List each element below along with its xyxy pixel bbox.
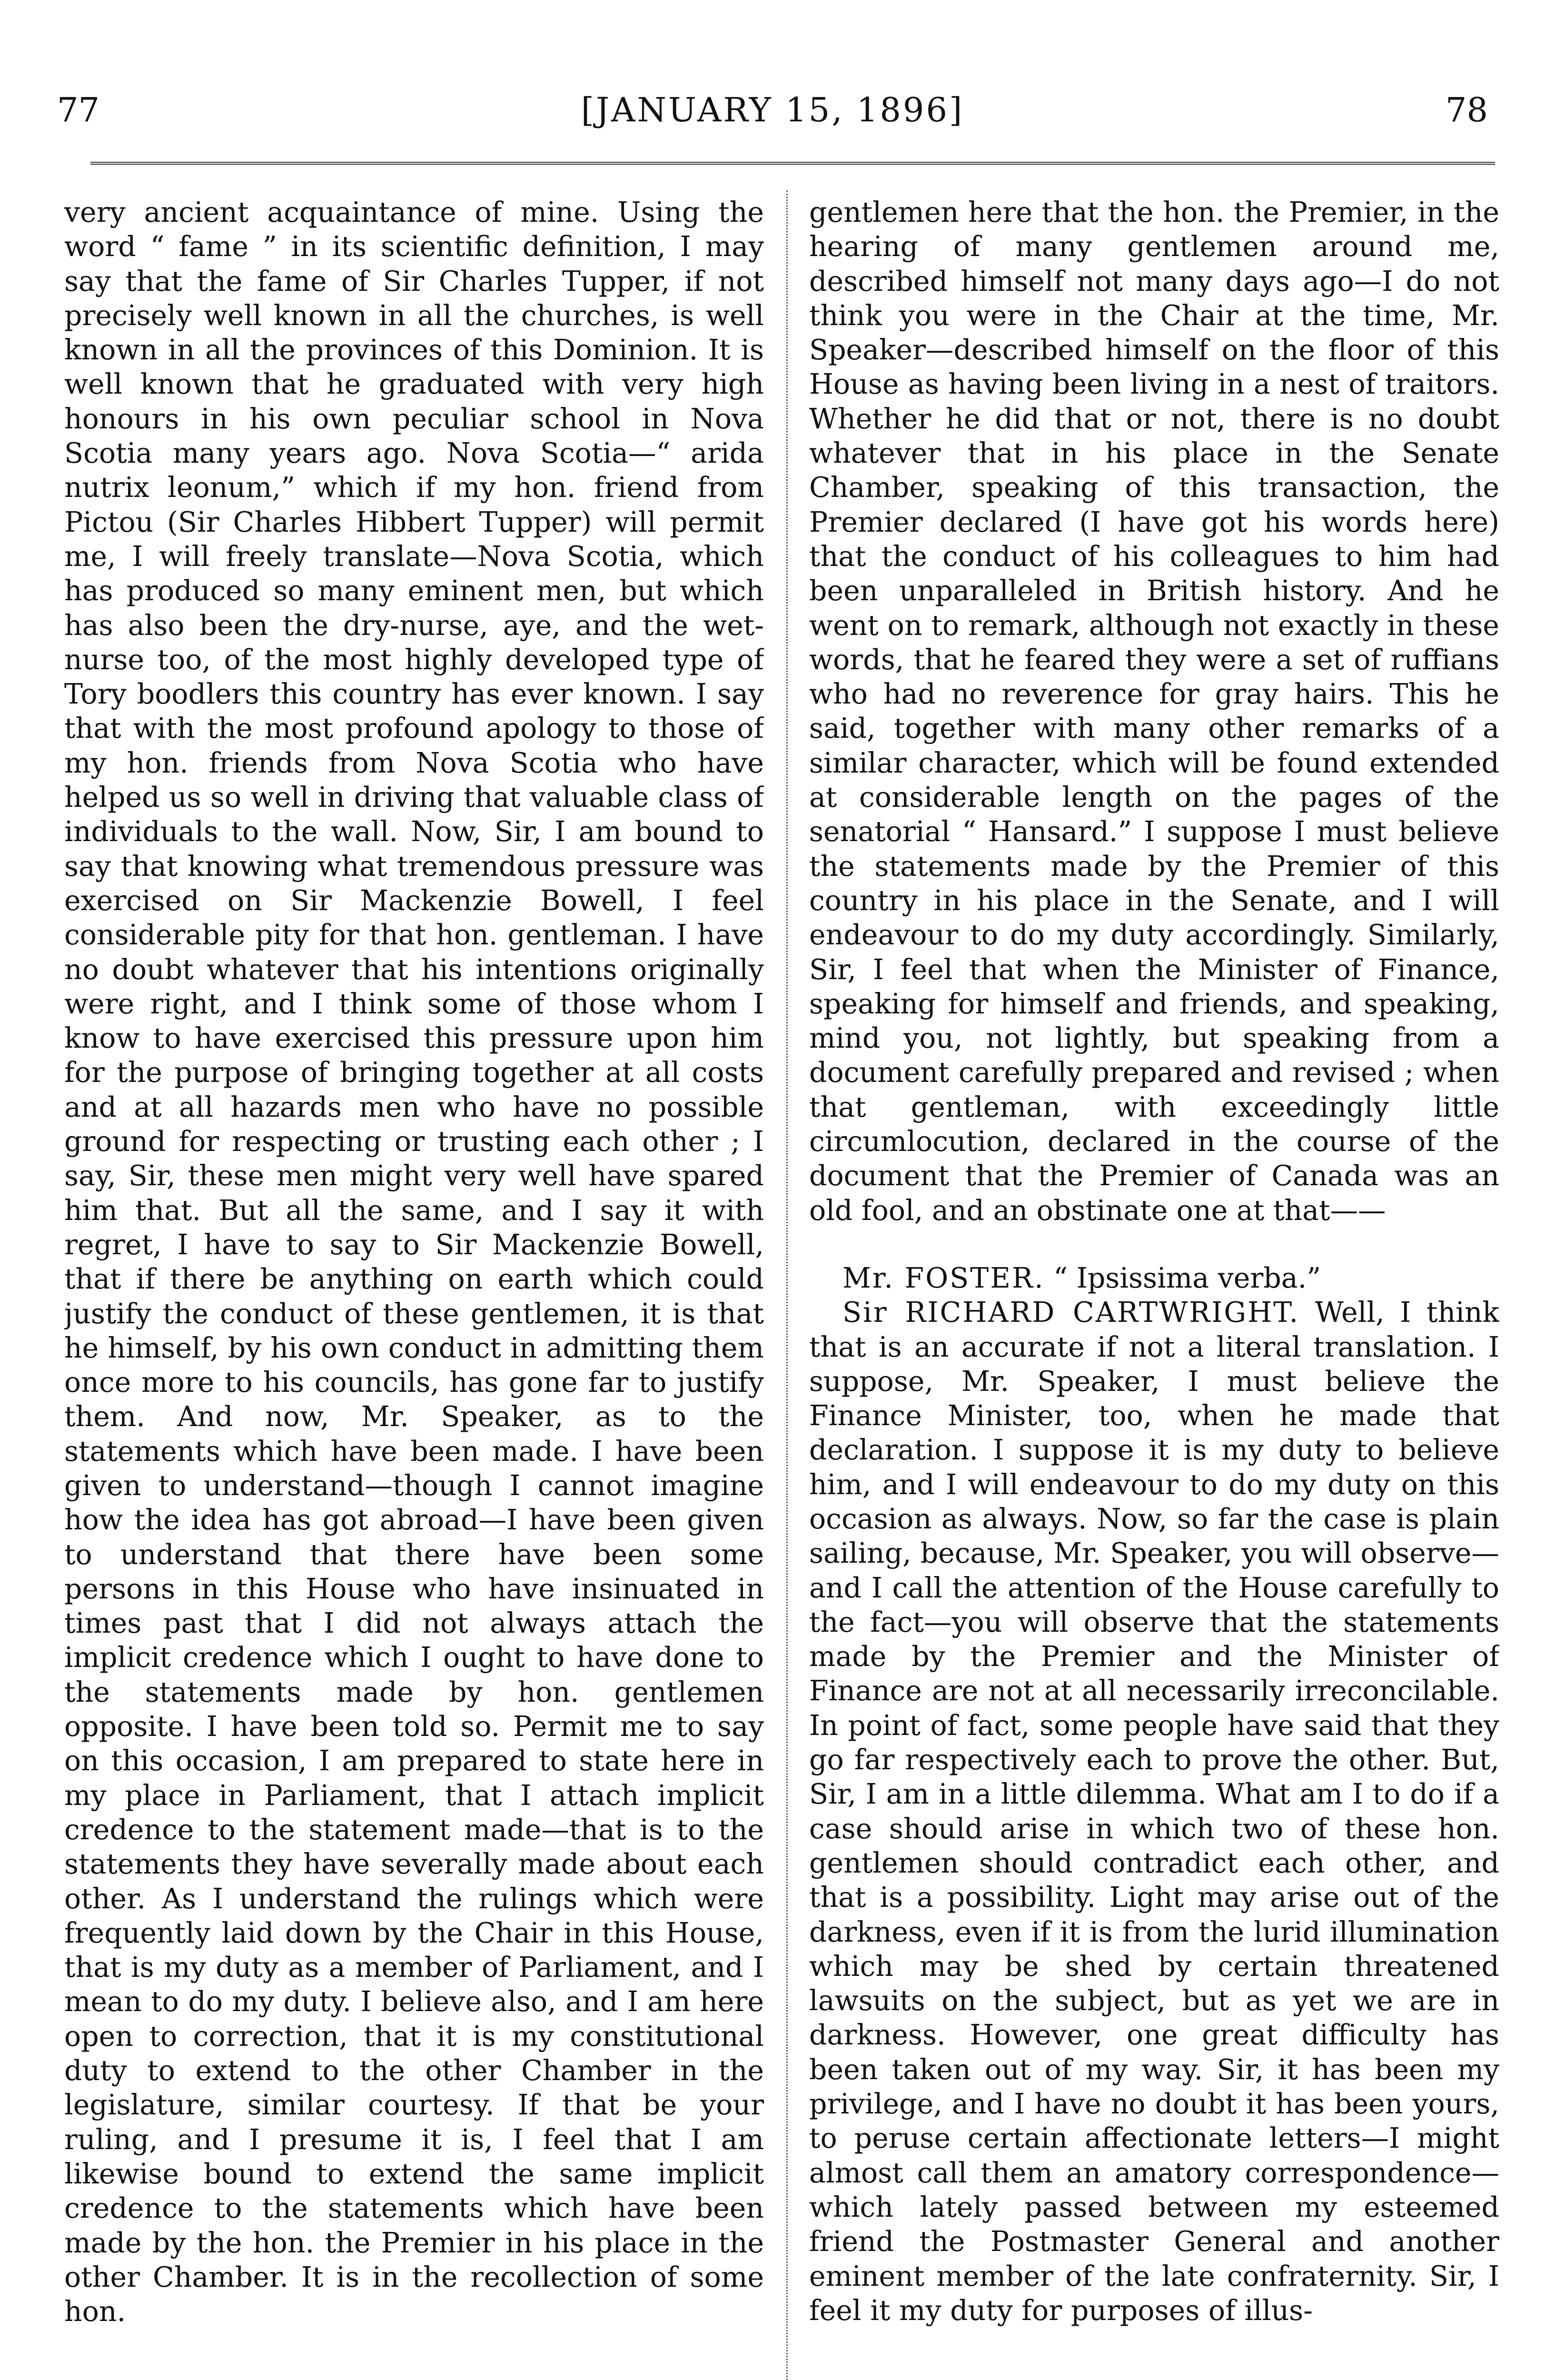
page-number-right: 78 xyxy=(1445,90,1488,129)
left-column-text: very ancient acquaintance of mine. Using the word “ fame ” in its scientific definition, I may say that the fame of Sir Charles Tupper, if not precisely well known in all the churches, is well known in all the provinces of this Dominion. It is well known that he graduated with very high honours in his own peculiar school in Nova Scotia many years ago. Nova Scotia—“ arida nutrix leonum,” which if my hon. friend from Pictou (Sir Charles Hibbert Tupper) will permit me, I will freely translate—Nova Scotia, which has produced so many eminent men, but which has also been the dry-nurse, aye, and the wet-nurse too, of the most highly developed type of Tory boodlers this country has ever known. I say that with the most profound apology to those of my hon. friends from Nova Scotia who have helped us so well in driving that valuable class of individuals to the wall. Now, Sir, I am bound to say that knowing what tremendous pressure was exercised on Sir Mackenzie Bowell, I feel considerable pity for that hon. gentleman. I have no doubt whatever that his intentions originally were right, and I think some of those whom I know to have exercised this pressure upon him for the purpose of bringing together at all costs and at all hazards men who have no possible ground for respecting or trusting each other ; I say, Sir, these men might very well have spared him that. But all the same, and I say it with regret, I have to say to Sir Mackenzie Bowell, that if there be anything on earth which could justify the conduct of these gentlemen, it is that he himself, by his own conduct in admitting them once more to his councils, has gone far to justify them. And now, Mr. Speaker, as to the statements which have been made. I have been given to understand—though I cannot imagine how the idea has got abroad—I have been given to understand that there have been some persons in this House who have insinuated in times past that I did not always attach the implicit credence which I ought to have done to the statements made by hon. gentlemen opposite. I have been told so. Permit me to say on this occasion, I am prepared to state here in my place in Parliament, that I attach implicit credence to the statement made—that is to the statements they have severally made about each other. As I understand the rulings which were frequently laid down by the Chair in this House, that is my duty as a member of Parliament, and I mean to do my duty. I believe also, and I am here open to correction, that it is my constitutional duty to extend to the other Chamber in the legislature, similar courtesy. If that be your ruling, and I presume it is, I feel that I am likewise bound to extend the same implicit credence to the statements which have been made by the hon. the Premier in his place in the other Chamber. It is in the recollection of some hon. xyxy=(64,196,764,2328)
foster-interjection xyxy=(809,1261,1499,1295)
speaker-foster: Mr. FOSTER. xyxy=(842,1261,1045,1294)
left-column xyxy=(64,195,764,2375)
cartwright-text: Well, I think that is an accurate if not a literal translation. I suppose, Mr. Speaker, I must believe the Finance Minister, too, when he made that declaration. I suppose it is my duty to believe him, and I will endeavour to do my duty on this occasion as always. Now, so far the case is plain sailing, because, Mr. Speaker, you will observe—and I call the attention of the House carefully to the fact—you will observe that the statements made by the Premier and the Minister of Finance are not at all necessarily irreconcilable. In point of fact, some people have said that they go far respectively each to prove the other. But, Sir, I am in a little dilemma. What am I to do if a case should arise in which two of these hon. gentlemen should contradict each other, and that is a possibility. Light may arise out of the darkness, even if it is from the lurid illumination which may be shed by certain threatened lawsuits on the subject, but as yet we are in darkness. However, one great difficulty has been taken out of my way. Sir, it has been my privilege, and I have no doubt it has been yours, to peruse certain affectionate letters—I might almost call them an amatory correspondence—which lately passed between my esteemed friend the Postmaster General and another eminent member of the late confraternity. Sir, I feel it my duty for purposes of illus- xyxy=(809,1296,1499,2327)
cartwright-speech xyxy=(809,1295,1499,2328)
foster-remark: “ Ipsissima verba.” xyxy=(1053,1261,1321,1294)
column-divider xyxy=(786,190,788,2380)
header-date: [JANUARY 15, 1896] xyxy=(581,90,964,129)
right-column xyxy=(809,195,1499,2375)
speaker-cartwright: Sir RICHARD CARTWRIGHT. xyxy=(842,1296,1300,1329)
page-header xyxy=(57,90,1488,143)
right-paragraph-1: gentlemen here that the hon. the Premier, in the hearing of many gentlemen around me, described himself not many days ago—I do not think you were in the Chair at the time, Mr. Speaker—described himself on the floor of this House as having been living in a nest of traitors. Whether he did that or not, there is no doubt whatever that in his place in the Senate Chamber, speaking of this transaction, the Premier declared (I have got his words here) that the conduct of his colleagues to him had been unparalleled in British history. And he went on to remark, although not exactly in these words, that he feared they were a set of ruffians who had no reverence for gray hairs. This he said, together with many other remarks of a similar character, which will be found extended at considerable length on the pages of the senatorial “ Hansard.” I suppose I must believe the statements made by the Premier of this country in his place in the Senate, and I will endeavour to do my duty accordingly. Similarly, Sir, I feel that when the Minister of Finance, speaking for himself and friends, and speaking, mind you, not lightly, but speaking from a document carefully prepared and revised ; when that gentleman, with exceedingly little circumlocution, declared in the course of the document that the Premier of Canada was an old fool, and an obstinate one at that—— xyxy=(809,196,1499,1227)
page-number-left: 77 xyxy=(57,90,100,129)
header-rule xyxy=(90,162,1495,165)
